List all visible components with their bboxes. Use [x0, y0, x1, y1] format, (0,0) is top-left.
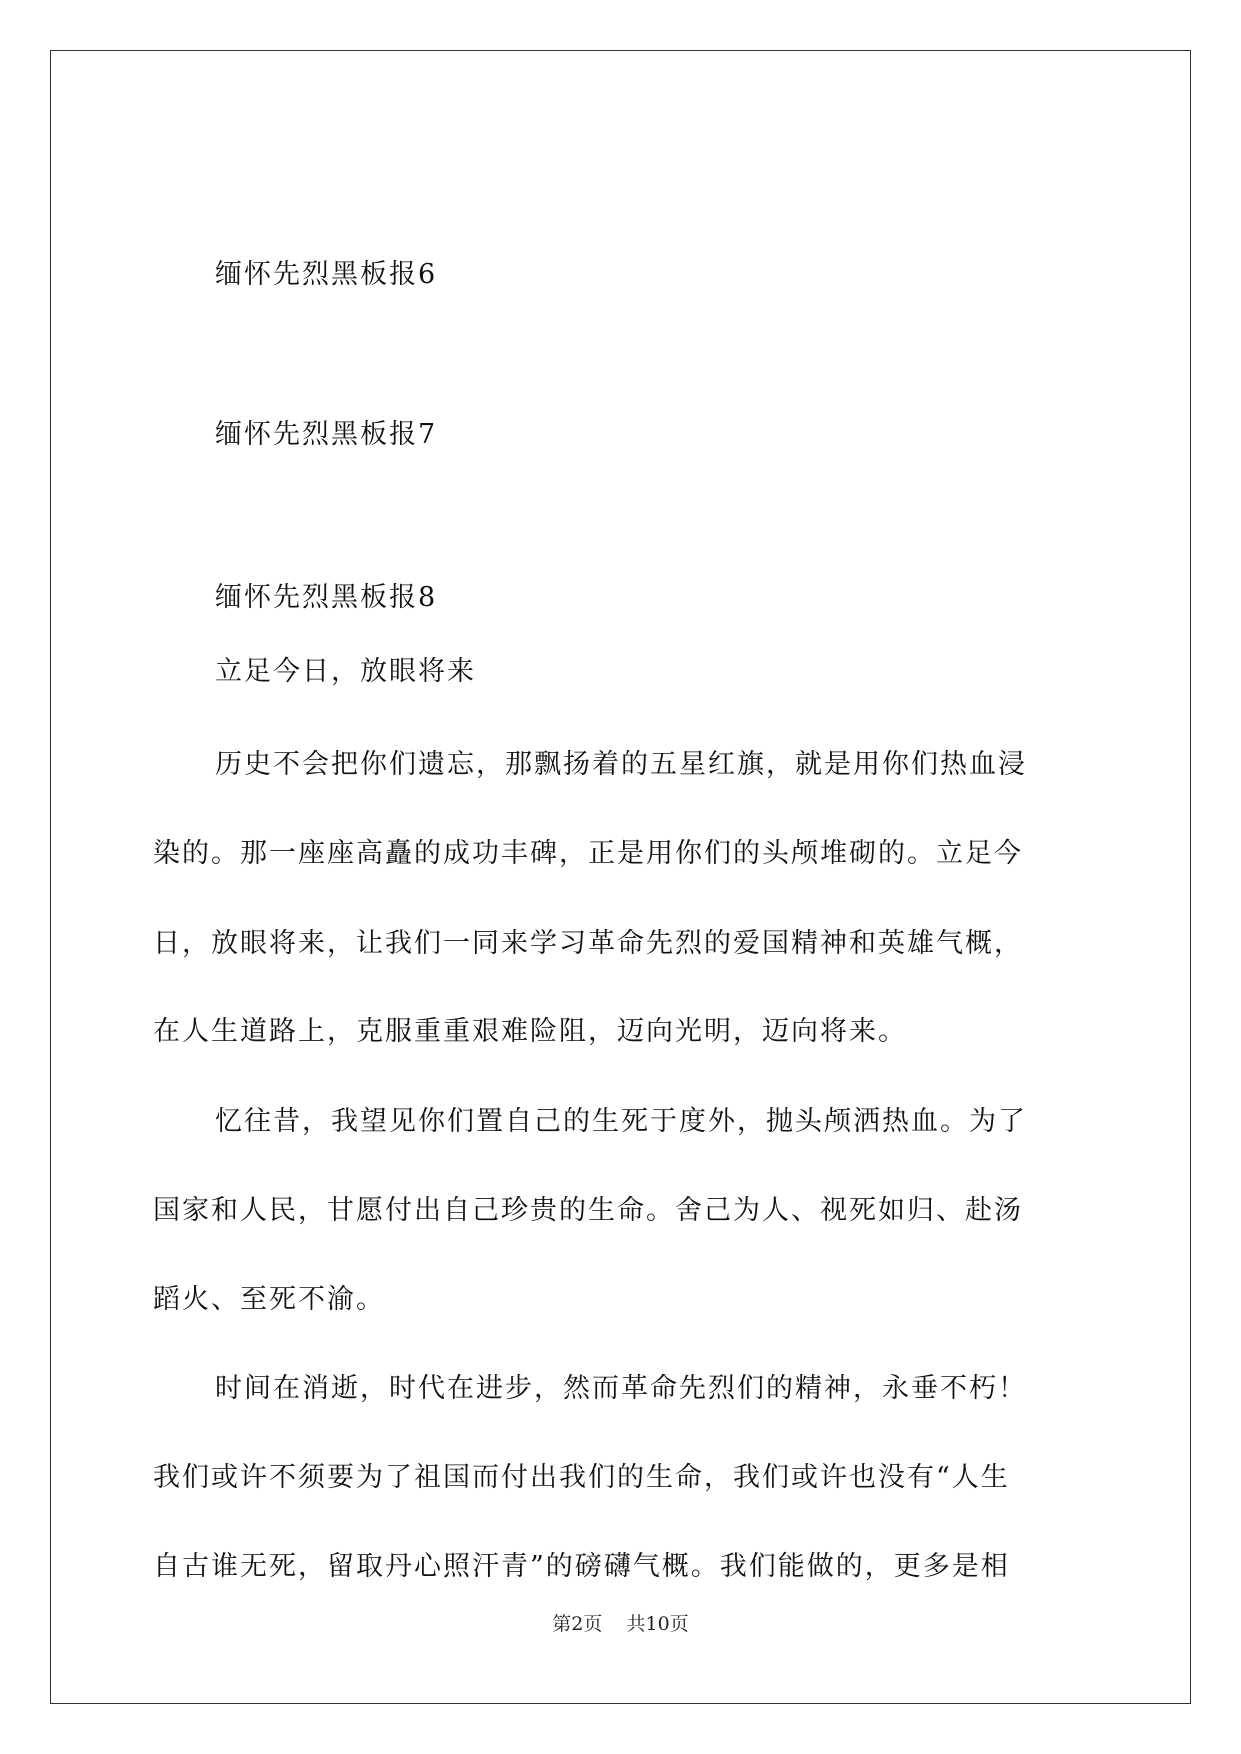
paragraph-2-line-1: 忆往昔，我望见你们置自己的生死于度外，抛头颅洒热血。为了: [215, 1106, 1027, 1137]
paragraph-1-line-3: 日，放眼将来，让我们一同来学习革命先烈的爱国精神和英雄气概，: [153, 928, 1023, 959]
page-footer: [0, 1612, 1241, 1636]
page-number: 第2页: [552, 1613, 603, 1635]
paragraph-3-line-2: 我们或许不须要为了祖国而付出我们的生命，我们或许也没有“人生: [153, 1462, 1010, 1493]
page-total: 共10页: [626, 1613, 689, 1635]
paragraph-3-line-1: 时间在消逝，时代在进步，然而革命先烈们的精神，永垂不朽！: [215, 1373, 1027, 1404]
paragraph-2-line-2: 国家和人民，甘愿付出自己珍贵的生命。舍己为人、视死如归、赴汤: [153, 1195, 1023, 1226]
heading-7: 缅怀先烈黑板报7: [215, 419, 438, 450]
paragraph-1-line-1: 历史不会把你们遗忘，那飘扬着的五星红旗，就是用你们热血浸: [215, 749, 1027, 780]
subtitle: 立足今日，放眼将来: [215, 656, 476, 687]
paragraph-1-line-2: 染的。那一座座高矗的成功丰碑，正是用你们的头颅堆砌的。立足今: [153, 838, 1023, 869]
paragraph-2-line-3: 蹈火、至死不渝。: [153, 1284, 385, 1315]
heading-8: 缅怀先烈黑板报8: [215, 582, 438, 613]
paragraph-3-line-3: 自古谁无死，留取丹心照汗青”的磅礴气概。我们能做的，更多是相: [153, 1551, 1010, 1582]
heading-6: 缅怀先烈黑板报6: [215, 259, 438, 290]
paragraph-1-line-4: 在人生道路上，克服重重艰难险阻，迈向光明，迈向将来。: [153, 1016, 907, 1047]
page-border: [50, 50, 1191, 1704]
